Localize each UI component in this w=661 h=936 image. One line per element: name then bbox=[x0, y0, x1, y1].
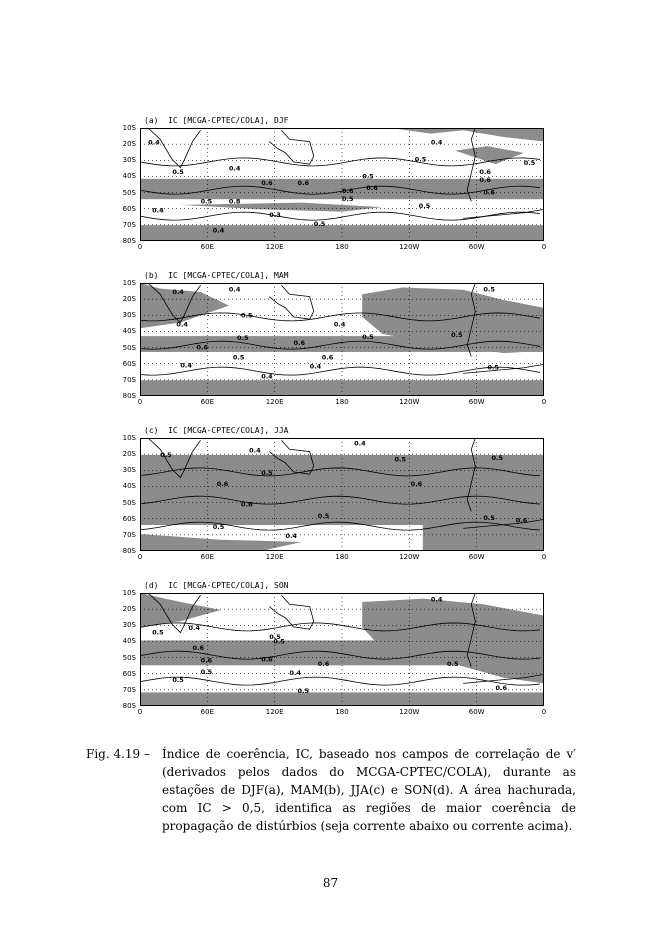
contour-label: 0.6 bbox=[200, 656, 213, 665]
lon-tick-label: 120E bbox=[265, 243, 284, 251]
lon-tick-label: 180 bbox=[335, 708, 349, 716]
contour-line bbox=[140, 212, 540, 220]
coastline bbox=[269, 130, 313, 164]
contour-label: 0.4 bbox=[309, 362, 322, 371]
lat-tick-label: 50S bbox=[122, 188, 136, 197]
lat-tick-label: 80S bbox=[122, 237, 136, 245]
lat-tick-label: 60S bbox=[122, 514, 136, 523]
lat-tick-label: 40S bbox=[122, 637, 136, 646]
contour-label: 0.4 bbox=[152, 206, 164, 215]
contour-label: 0.4 bbox=[180, 361, 192, 370]
lon-tick-label: 120W bbox=[399, 243, 420, 251]
lat-tick-label: 80S bbox=[122, 392, 136, 400]
panel-title: (a) IC [MCGA-CPTEC/COLA], DJF bbox=[144, 116, 289, 125]
contour-label: 0.5 bbox=[160, 450, 172, 459]
contour-label: 0.5 bbox=[200, 197, 213, 206]
page-number: 87 bbox=[322, 876, 339, 890]
lon-tick-label: 60W bbox=[468, 553, 485, 561]
lat-tick-label: 30S bbox=[122, 156, 136, 165]
contour-label: 0.5 bbox=[172, 675, 184, 684]
contour-label: 0.4 bbox=[172, 287, 184, 296]
contour-label: 0.6 bbox=[216, 480, 229, 489]
shaded-region bbox=[140, 692, 544, 706]
lon-tick-label: 60W bbox=[468, 243, 485, 251]
contour-label: 0.5 bbox=[212, 523, 225, 532]
contour-label: 0.4 bbox=[188, 623, 200, 632]
contour-label: 0.4 bbox=[249, 446, 261, 455]
contour-label: 0.4 bbox=[430, 595, 443, 604]
lon-tick-label: 60E bbox=[200, 553, 214, 561]
contour-label: 0.4 bbox=[333, 320, 346, 329]
lat-tick-label: 50S bbox=[122, 498, 136, 507]
lat-tick-label: 80S bbox=[122, 547, 136, 555]
contour-label: 0.6 bbox=[410, 480, 423, 489]
lon-tick-label: 0 bbox=[541, 553, 547, 561]
lat-tick-label: 60S bbox=[122, 204, 136, 213]
caption-label: Fig. 4.19 – bbox=[86, 747, 151, 761]
lat-tick-label: 30S bbox=[122, 621, 136, 630]
lon-tick-label: 60W bbox=[468, 708, 485, 716]
panel-title: (d) IC [MCGA-CPTEC/COLA], SON bbox=[144, 581, 289, 590]
map-panel-d bbox=[110, 581, 550, 731]
contour-label: 0.5 bbox=[297, 687, 310, 696]
contour-label: 0.8 bbox=[228, 197, 241, 206]
contour-label: 0.5 bbox=[523, 158, 536, 167]
coastline bbox=[269, 595, 313, 629]
lon-tick-label: 180 bbox=[335, 243, 349, 251]
contour-label: 0.5 bbox=[451, 330, 463, 339]
contour-label: 0.4 bbox=[148, 138, 160, 147]
contour-label: 0.3 bbox=[269, 210, 281, 219]
lat-tick-label: 70S bbox=[122, 530, 136, 539]
coherence-map bbox=[140, 283, 544, 396]
contour-label: 0.5 bbox=[342, 195, 354, 204]
lon-tick-label: 120E bbox=[265, 708, 284, 716]
lat-tick-label: 80S bbox=[122, 702, 136, 710]
lon-tick-label: 0 bbox=[137, 398, 143, 406]
contour-label: 0.5 bbox=[232, 353, 245, 362]
contour-label: 0.6 bbox=[261, 655, 273, 664]
contour-label: 0.5 bbox=[394, 455, 407, 464]
contour-label: 0.5 bbox=[362, 333, 374, 342]
contour-label: 0.6 bbox=[483, 188, 495, 197]
contour-label: 0.6 bbox=[342, 187, 354, 196]
contour-label: 0.5 bbox=[447, 660, 459, 669]
contour-label: 0.5 bbox=[418, 201, 431, 210]
lat-tick-label: 40S bbox=[122, 172, 136, 181]
contour-label: 0.5 bbox=[487, 363, 499, 372]
contour-line bbox=[140, 155, 540, 166]
contour-label: 0.5 bbox=[241, 311, 253, 320]
lon-tick-label: 120W bbox=[399, 708, 420, 716]
lat-tick-label: 50S bbox=[122, 343, 136, 352]
contour-label: 0.4 bbox=[228, 285, 241, 294]
coastline bbox=[269, 285, 313, 319]
shaded-region bbox=[362, 599, 544, 684]
contour-label: 0.4 bbox=[285, 532, 297, 541]
coastline bbox=[463, 209, 544, 218]
contour-label: 0.5 bbox=[362, 172, 374, 181]
contour-label: 0.6 bbox=[495, 683, 508, 692]
coherence-map bbox=[140, 438, 544, 551]
lat-tick-label: 20S bbox=[122, 450, 136, 459]
lat-tick-label: 40S bbox=[122, 482, 136, 491]
lat-tick-label: 30S bbox=[122, 466, 136, 475]
lat-tick-label: 60S bbox=[122, 359, 136, 368]
contour-label: 0.5 bbox=[317, 511, 330, 520]
contour-label: 0.4 bbox=[430, 138, 443, 147]
contour-label: 0.5 bbox=[491, 454, 503, 463]
caption-text: Índice de coerência, IC, baseado nos campos de correlação de v′ (derivados pelos dados do MCGA-CPTEC/COLA), durante as estações de DJF(a), MAM(b), JJA(c) e SON(d). A área hachurada, com IC > 0,5, identifica as regiões de maior coerência de propagação de distúrbios (seja corrente abaixo ou corrente acima). bbox=[162, 747, 576, 833]
contour-label: 0.5 bbox=[483, 285, 495, 294]
contour-label: 0.5 bbox=[483, 514, 495, 523]
contour-label: 0.4 bbox=[261, 372, 273, 381]
coherence-map bbox=[140, 128, 544, 241]
shaded-region bbox=[140, 380, 544, 396]
contour-label: 0.5 bbox=[200, 667, 213, 676]
contour-label: 0.6 bbox=[192, 644, 205, 653]
lon-tick-label: 120W bbox=[399, 553, 420, 561]
lon-tick-label: 120W bbox=[399, 398, 420, 406]
lat-tick-label: 70S bbox=[122, 220, 136, 229]
map-panel-c bbox=[110, 426, 550, 576]
lat-tick-label: 10S bbox=[122, 279, 136, 287]
shaded-region bbox=[140, 225, 544, 241]
contour-label: 0.5 bbox=[269, 632, 281, 641]
contour-label: 0.6 bbox=[293, 338, 306, 347]
contour-label: 0.4 bbox=[176, 320, 188, 329]
contour-label: 0.5 bbox=[236, 334, 249, 343]
shaded-region bbox=[390, 128, 544, 142]
contour-label: 0.5 bbox=[172, 167, 184, 176]
contour-label: 0.4 bbox=[212, 226, 225, 235]
contour-label: 0.6 bbox=[479, 175, 491, 184]
lat-tick-label: 60S bbox=[122, 669, 136, 678]
panel-title: (b) IC [MCGA-CPTEC/COLA], MAM bbox=[144, 271, 289, 280]
lon-tick-label: 0 bbox=[541, 398, 547, 406]
contour-label: 0.5 bbox=[414, 155, 427, 164]
contour-label: 0.5 bbox=[273, 637, 285, 646]
lon-tick-label: 180 bbox=[335, 553, 349, 561]
lon-tick-label: 0 bbox=[541, 708, 547, 716]
lat-tick-label: 10S bbox=[122, 124, 136, 132]
lat-tick-label: 20S bbox=[122, 605, 136, 614]
contour-label: 0.4 bbox=[228, 164, 241, 173]
lat-tick-label: 20S bbox=[122, 140, 136, 149]
contour-label: 0.4 bbox=[289, 669, 301, 678]
map-panel-b bbox=[110, 271, 550, 421]
panel-title: (c) IC [MCGA-CPTEC/COLA], JJA bbox=[144, 426, 289, 435]
contour-label: 0.6 bbox=[196, 343, 209, 352]
lon-tick-label: 120E bbox=[265, 398, 284, 406]
coherence-map bbox=[140, 593, 544, 706]
lon-tick-label: 0 bbox=[137, 553, 143, 561]
lon-tick-label: 60E bbox=[200, 398, 214, 406]
contour-label: 0.6 bbox=[321, 353, 334, 362]
contour-label: 0.6 bbox=[241, 500, 253, 509]
lat-tick-label: 20S bbox=[122, 295, 136, 304]
contour-label: 0.6 bbox=[261, 179, 273, 188]
contour-label: 0.4 bbox=[354, 439, 366, 448]
contour-label: 0.5 bbox=[313, 219, 326, 228]
lat-tick-label: 30S bbox=[122, 311, 136, 320]
lon-tick-label: 0 bbox=[541, 243, 547, 251]
lon-tick-label: 180 bbox=[335, 398, 349, 406]
contour-label: 0.5 bbox=[152, 628, 164, 637]
contour-label: 0.6 bbox=[515, 516, 528, 525]
contour-line bbox=[140, 367, 540, 375]
lat-tick-label: 70S bbox=[122, 685, 136, 694]
contour-label: 0.6 bbox=[366, 183, 378, 192]
contour-label: 0.6 bbox=[297, 179, 310, 188]
shaded-region bbox=[140, 593, 221, 627]
lon-tick-label: 60E bbox=[200, 708, 214, 716]
lon-tick-label: 60E bbox=[200, 243, 214, 251]
lat-tick-label: 50S bbox=[122, 653, 136, 662]
lat-tick-label: 10S bbox=[122, 434, 136, 442]
map-panel-a bbox=[110, 116, 550, 266]
contour-label: 0.5 bbox=[261, 468, 273, 477]
lat-tick-label: 40S bbox=[122, 327, 136, 336]
lat-tick-label: 70S bbox=[122, 375, 136, 384]
lon-tick-label: 0 bbox=[137, 243, 143, 251]
contour-label: 0.6 bbox=[479, 167, 491, 176]
lon-tick-label: 60W bbox=[468, 398, 485, 406]
coastline bbox=[148, 128, 201, 168]
lon-tick-label: 120E bbox=[265, 553, 284, 561]
lat-tick-label: 10S bbox=[122, 589, 136, 597]
contour-line bbox=[140, 677, 540, 685]
contour-label: 0.6 bbox=[317, 660, 330, 669]
shaded-region bbox=[140, 534, 302, 551]
lon-tick-label: 0 bbox=[137, 708, 143, 716]
